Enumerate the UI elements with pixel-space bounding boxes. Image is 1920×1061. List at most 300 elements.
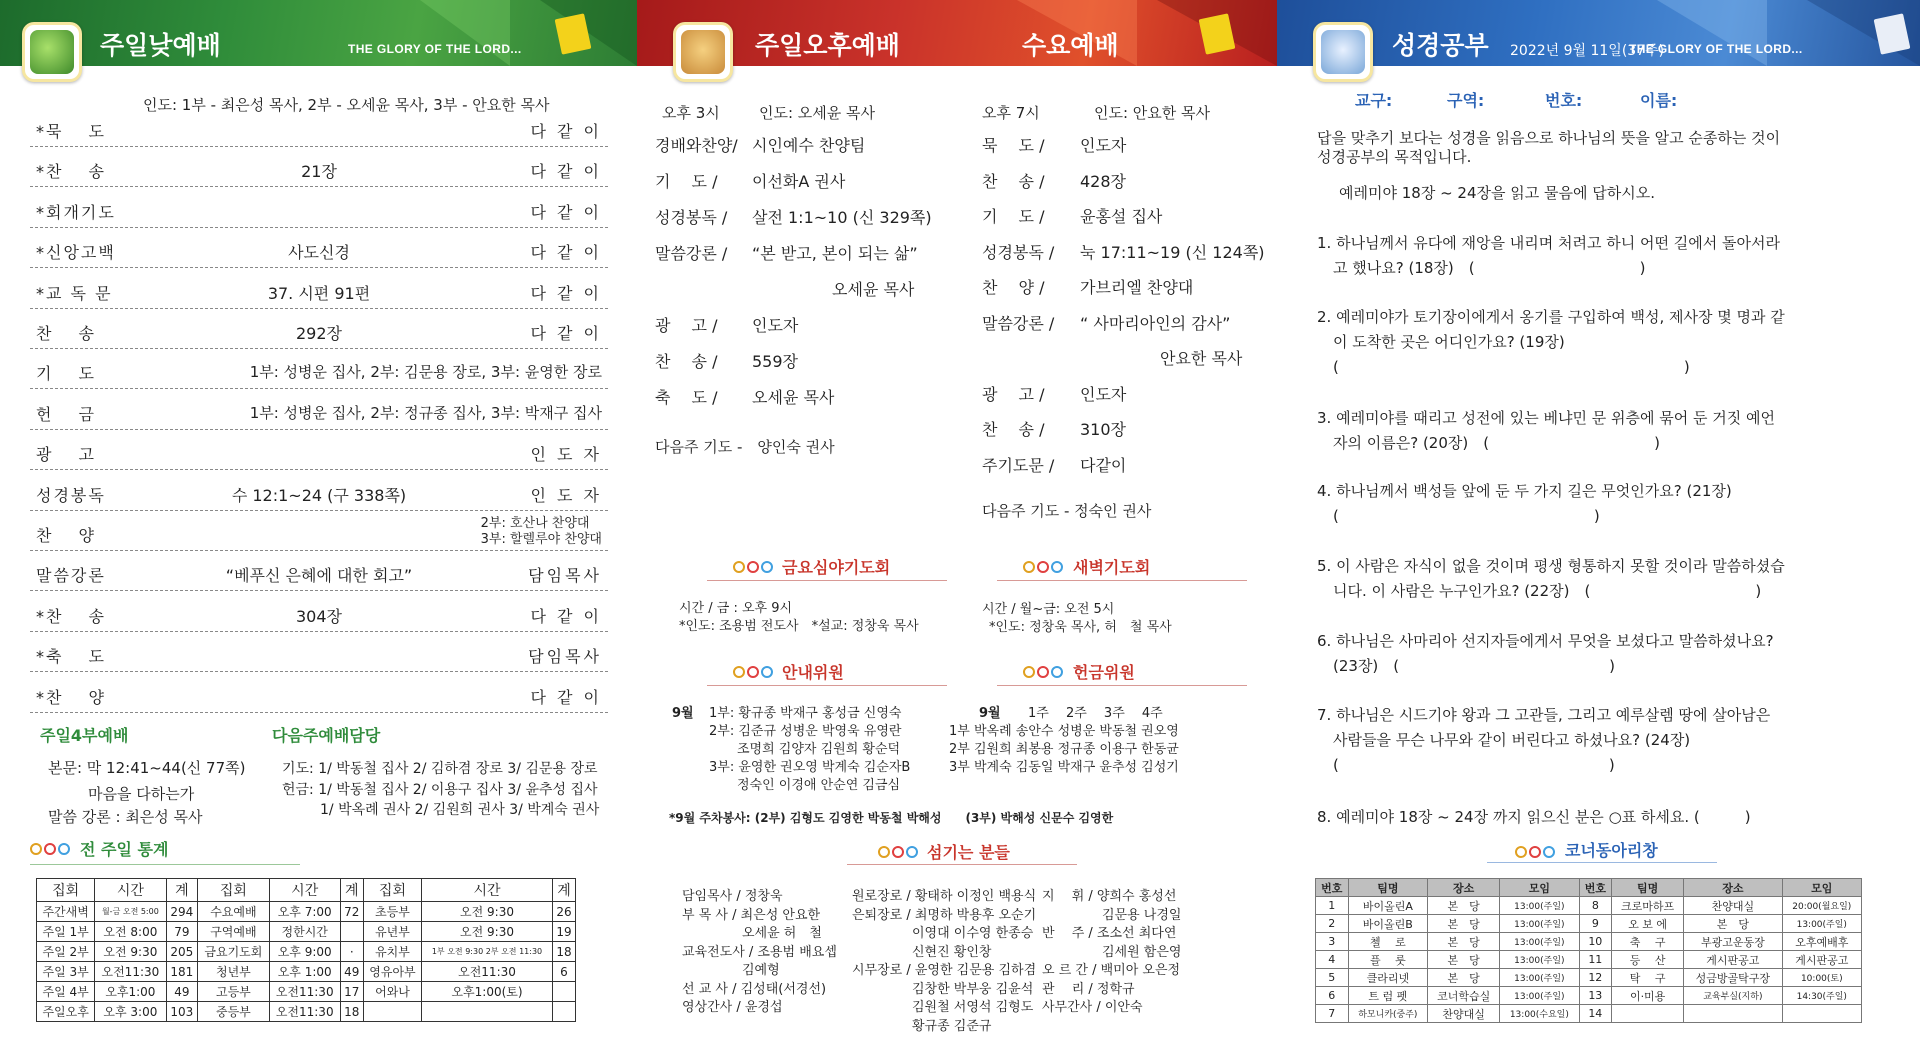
order-responsible: 다 같 이 [530, 606, 602, 626]
offering-line: 3부 박계숙 김동일 박재구 윤추성 김성기 [949, 760, 1179, 775]
club-cell: 4 [1316, 951, 1349, 969]
club-cell: 하모니카(중주) [1348, 1005, 1428, 1023]
order-label: 말씀강론 / [982, 313, 1055, 333]
stats-cell: · [340, 942, 363, 962]
server-line: 김창한 박부웅 김윤석 [912, 981, 1034, 997]
next-week-line: 1/ 박옥례 권사 2/ 김원희 권사 3/ 박계숙 권사 [320, 802, 600, 818]
club-cell: 13:00(주일) [1500, 915, 1579, 933]
usher-line: 조명희 김양자 김원희 황순덕 [737, 742, 901, 757]
club-cell: 2 [1316, 915, 1349, 933]
club-row [1316, 1005, 1862, 1023]
food-photo-icon [673, 22, 733, 82]
order-label: 말씀강론 [36, 566, 106, 586]
club-header-cell: 장소 [1428, 879, 1500, 897]
usher-line: 정숙인 이경애 안순연 김금심 [737, 778, 901, 793]
flower-photo-icon [1313, 22, 1373, 82]
order-value: 시인예수 찬양팀 [752, 136, 866, 155]
club-cell: 1 [1316, 897, 1349, 915]
stats-row [37, 902, 576, 922]
club-row [1316, 951, 1862, 969]
order-label: 주기도문 / [982, 455, 1055, 475]
stats-cell: 청년부 [198, 962, 269, 982]
stats-header-cell: 집회 [363, 879, 421, 902]
club-cell: 6 [1316, 987, 1349, 1005]
club-cell: 본 당 [1684, 915, 1782, 933]
question-line: ( ) [1333, 358, 1690, 376]
offering-title: 헌금위원 [1073, 663, 1135, 682]
club-cell: 13:00(주일) [1500, 933, 1579, 951]
offering-month: 9월 [979, 706, 1001, 721]
club-cell: 13:00(주일) [1500, 987, 1579, 1005]
field-label: 구역: [1447, 91, 1485, 110]
study-date: 2022년 9월 11일(37주) [1510, 43, 1665, 59]
server-line: 오세윤 허 철 [742, 926, 822, 941]
stats-cell: 주일 2부 [37, 942, 95, 962]
club-row [1316, 933, 1862, 951]
divider [1487, 862, 1717, 863]
club-cell: 3 [1316, 933, 1349, 951]
server-line: 김원철 서영석 김형도 [912, 1000, 1034, 1015]
club-cell: 10 [1579, 933, 1612, 951]
club-cell: 트 럼 펫 [1348, 987, 1428, 1005]
stats-cell: 6 [552, 962, 575, 982]
wednesday-time: 오후 7시 [982, 104, 1040, 122]
club-cell: 등 산 [1612, 951, 1684, 969]
stats-cell [363, 1002, 421, 1022]
afternoon-leader: 인도: 오세윤 목사 [759, 104, 876, 122]
server-line: 오 르 간 / 백미아 오은정 [1042, 963, 1181, 978]
banner-title: 성경공부 [1392, 32, 1489, 60]
order-value: 559장 [752, 352, 798, 371]
club-header-cell: 장소 [1684, 879, 1782, 897]
order-label: 헌 금 [36, 404, 96, 424]
server-line: 김예형 [742, 963, 780, 978]
afternoon-banner [637, 0, 1277, 66]
order-content: 304장 [296, 606, 342, 626]
stats-cell: 72 [340, 902, 363, 922]
server-line: 황규종 김준규 [912, 1018, 992, 1034]
order-value: 가브리엘 찬양대 [1080, 278, 1194, 297]
order-responsible: 인 도 자 [530, 485, 602, 505]
question-line: 자의 이름은? (20장) ( ) [1333, 434, 1660, 452]
divider [707, 685, 947, 686]
stats-cell: 수요예배 [198, 902, 269, 922]
dawn-line: *인도: 정창욱 목사, 허 철 목사 [989, 620, 1172, 635]
order-label: *묵 도 [36, 122, 106, 141]
usher-line: 1부: 황규종 박재구 홍성금 신영숙 [709, 706, 902, 721]
stats-cell [552, 982, 575, 1002]
stats-cell: 오후1:00(토) [422, 982, 553, 1002]
stats-cell: 오전11:30 [269, 1002, 340, 1022]
club-cell: 14 [1579, 1005, 1612, 1023]
stats-header-cell: 시간 [269, 879, 340, 902]
order-responsible: 인 도 자 [530, 445, 602, 465]
stats-row [37, 962, 576, 982]
club-cell: 10:00(토) [1782, 969, 1861, 987]
club-cell: 코너학습실 [1428, 987, 1500, 1005]
order-label: *회개기도 [36, 202, 116, 222]
server-line: 교육전도사 / 조용범 배요셉 [682, 944, 837, 960]
server-line: 선 교 사 / 김성태(서경선) [682, 981, 827, 997]
stats-cell: 17 [340, 982, 363, 1002]
order-value: 눅 17:11~19 (신 124쪽) [1080, 242, 1265, 262]
order-content: 37. 시편 91편 [267, 283, 371, 303]
order-label: 찬 송 / [982, 420, 1045, 439]
usher-title: 안내위원 [782, 663, 844, 682]
stats-cell: 유치부 [363, 942, 421, 962]
order-label: 경배와찬양/ [655, 136, 738, 155]
fourth-service-title: 주일4부예배 [40, 726, 129, 745]
order-row [30, 474, 608, 511]
club-header-cell: 팀명 [1348, 879, 1428, 897]
order-label: 광 고 [36, 445, 96, 465]
stats-cell: 294 [166, 902, 198, 922]
question-line: 2. 예레미야가 토기장이에게서 옹기를 구입하여 백성, 제사장 몇 명과 같 [1317, 308, 1785, 326]
order-row [30, 514, 608, 551]
order-choir [481, 516, 602, 548]
question-line: 6. 하나님은 사마리아 선지자들에게서 무엇을 보셨다고 말씀하셨나요? [1317, 632, 1774, 650]
order-label: 찬 송 [36, 324, 96, 343]
stats-cell: 오후 1:00 [269, 962, 340, 982]
club-cell: 축 구 [1612, 933, 1684, 951]
stats-cell: 구역예배 [198, 922, 269, 942]
order-value: 인도자 [1080, 384, 1127, 404]
instruction: 예레미야 18장 ~ 24장을 읽고 물음에 답하시오. [1339, 184, 1655, 202]
servers-title: 섬기는 분들 [927, 843, 1010, 862]
club-cell: 13:00(주일) [1782, 915, 1861, 933]
section-dots [733, 663, 775, 682]
club-cell: 게시판공고 [1782, 951, 1861, 969]
order-value: 오세윤 목사 [832, 280, 915, 299]
order-row [30, 272, 608, 309]
order-value: “ 사마리아인의 감사” [1080, 313, 1231, 333]
stats-cell: 205 [166, 942, 198, 962]
club-cell: 플 룻 [1348, 951, 1428, 969]
banner-title-wednesday: 수요예배 [1022, 32, 1119, 60]
stats-cell: 오전 8:00 [95, 922, 166, 942]
club-cell: 8 [1579, 897, 1612, 915]
order-content: “베푸신 은혜에 대한 회고” [225, 566, 413, 586]
club-cell: 클라리넷 [1348, 969, 1428, 987]
banner-title: 주일오후예배 [755, 32, 900, 60]
stats-cell: 오전11:30 [95, 962, 166, 982]
question-line: 3. 예레미야를 때리고 성전에 있는 베냐민 문 위층에 묶어 둔 거짓 예언 [1317, 409, 1775, 427]
stats-cell: 49 [166, 982, 198, 1002]
bible-study-column [1277, 0, 1920, 1061]
server-line: 영상간사 / 윤경섭 [682, 1000, 783, 1015]
stats-row [37, 1002, 576, 1022]
order-label: 찬 송 / [982, 171, 1045, 191]
order-label: 성경봉독 [36, 485, 106, 505]
order-label: 광 고 / [982, 384, 1045, 404]
banner-subtitle: THE GLORY OF THE LORD... [1629, 42, 1803, 56]
divider [847, 864, 1077, 865]
stats-cell: 26 [552, 902, 575, 922]
next-week-line: 기도: 1/ 박동철 집사 2/ 김하겸 장로 3/ 김문용 장로 [282, 761, 598, 777]
server-line: 신현진 황인창 [912, 944, 992, 960]
stats-cell: 오전 9:30 [422, 922, 553, 942]
server-line: 지 휘 / 양희수 홍성선 [1042, 889, 1177, 904]
club-cell: 13:00(주일) [1500, 951, 1579, 969]
stats-cell: 정한시간 [269, 922, 340, 942]
stats-row [37, 922, 576, 942]
stats-cell: 중등부 [198, 1002, 269, 1022]
stats-cell: 오전 9:30 [422, 902, 553, 922]
dawn-title: 새벽기도회 [1073, 558, 1151, 577]
club-cell: 13 [1579, 987, 1612, 1005]
order-value: 윤홍설 집사 [1080, 207, 1163, 226]
order-responsible: 다 같 이 [530, 162, 602, 182]
club-cell: 본 당 [1428, 969, 1500, 987]
club-cell: 5 [1316, 969, 1349, 987]
order-value: 인도자 [1080, 136, 1127, 155]
order-label: 성경봉독 / [982, 242, 1055, 262]
offering-week-header: 1주 2주 3주 4주 [1028, 706, 1163, 721]
stats-cell: 주일 3부 [37, 962, 95, 982]
club-title: 코너동아리창 [1565, 841, 1658, 860]
field-label: 교구: [1355, 91, 1393, 110]
stats-cell: 18 [552, 942, 575, 962]
sunday-banner [0, 0, 637, 66]
section-dots [30, 840, 72, 859]
divider [997, 685, 1247, 686]
stats-header-cell: 계 [552, 879, 575, 902]
club-cell: 본 당 [1428, 915, 1500, 933]
stats-cell: 주일오후 [37, 1002, 95, 1022]
divider [30, 864, 300, 865]
stats-cell: 오전11:30 [422, 962, 553, 982]
field-label: 번호: [1545, 91, 1583, 110]
club-cell: 14:30(주일) [1782, 987, 1861, 1005]
server-line: 은퇴장로 / 최명하 박용후 오순기 [852, 907, 1037, 923]
stats-cell: 오후 9:00 [269, 942, 340, 962]
server-line: 부 목 사 / 최은성 안요한 [682, 907, 821, 923]
order-value: 인도자 [752, 316, 799, 335]
order-value: 안요한 목사 [1160, 349, 1243, 368]
choir-line: 2부: 호산나 찬양대 [480, 516, 590, 531]
club-header-cell: 모임 [1500, 879, 1579, 897]
wednesday-next-prayer: 다음주 기도 - 정숙인 권사 [982, 502, 1152, 520]
order-value: 428장 [1080, 171, 1126, 191]
order-label: *교 독 문 [36, 283, 113, 303]
friday-line: 시간 / 금 : 오후 9시 [679, 601, 793, 616]
club-cell: 탁 구 [1612, 969, 1684, 987]
club-row [1316, 915, 1862, 933]
club-cell: 게시판공고 [1684, 951, 1782, 969]
afternoon-wednesday-column [637, 0, 1277, 1061]
stats-header-cell: 시간 [422, 879, 553, 902]
club-cell: 첼 로 [1348, 933, 1428, 951]
club-cell: 20:00(월요일) [1782, 897, 1861, 915]
order-value: 살전 1:1~10 (신 329쪽) [752, 208, 932, 227]
usher-line: 2부: 김준규 성병운 박영욱 유영란 [709, 724, 902, 739]
club-cell: 9 [1579, 915, 1612, 933]
stats-cell: 19 [552, 922, 575, 942]
banner-shape [420, 0, 510, 66]
friday-title: 금요심야기도회 [782, 558, 891, 577]
order-row [30, 595, 608, 632]
order-content: 사도신경 [288, 243, 350, 263]
order-label: 기 도 / [655, 172, 718, 191]
club-cell: 본 당 [1428, 951, 1500, 969]
stats-cell: 오전 9:30 [95, 942, 166, 962]
club-cell: 본 당 [1428, 897, 1500, 915]
club-cell: 교육부실(지하) [1684, 987, 1782, 1005]
club-cell: 바이올린A [1348, 897, 1428, 915]
stats-table [36, 878, 576, 1022]
order-label: *신앙고백 [36, 243, 116, 263]
order-row [30, 150, 608, 187]
club-header-cell: 번호 [1579, 879, 1612, 897]
club-header-cell: 팀명 [1612, 879, 1684, 897]
stats-cell: 1부 오전 9:30 2부 오전 11:30 [422, 942, 553, 962]
stats-header-cell: 집회 [198, 879, 269, 902]
order-value: 오세윤 목사 [752, 388, 835, 407]
club-cell [1782, 1005, 1861, 1023]
order-responsible: 다 같 이 [530, 283, 602, 303]
club-row [1316, 897, 1862, 915]
server-line: 김문용 나경일 [1102, 907, 1182, 923]
server-line: 이영대 이수영 한종승 [912, 926, 1034, 941]
stats-cell: 고등부 [198, 982, 269, 1002]
intro-line: 답을 맞추기 보다는 성경을 읽음으로 하나님의 뜻을 알고 순종하는 것이 [1317, 129, 1781, 147]
club-cell [1612, 1005, 1684, 1023]
banner-shape [1657, 0, 1767, 66]
offering-line: 1부 박옥례 송안수 성병운 박동철 권오영 [949, 724, 1179, 739]
order-content: 21장 [301, 162, 337, 182]
order-content: 수 12:1~24 (구 338쪽) [231, 485, 407, 505]
stats-cell: 49 [340, 962, 363, 982]
order-label: *찬 양 [36, 687, 106, 707]
stats-cell [340, 922, 363, 942]
stats-cell: 103 [166, 1002, 198, 1022]
question-line: 사람들을 무슨 나무와 같이 버린다고 하셨나요? (24장) [1333, 731, 1691, 749]
stats-cell: 월-금 오전 5:00 [95, 902, 166, 922]
club-row [1316, 987, 1862, 1005]
stats-cell: 금요기도회 [198, 942, 269, 962]
club-cell: 12 [1579, 969, 1612, 987]
fourth-service-line: 본문: 막 12:41~44(신 77쪽) [48, 759, 246, 777]
club-cell: 이·미용 [1612, 987, 1684, 1005]
club-row [1316, 969, 1862, 987]
order-responsible: 다 같 이 [530, 324, 602, 343]
section-dots [733, 558, 775, 577]
section-dots [1023, 558, 1065, 577]
question-line: 5. 이 사람은 자식이 없을 것이며 평생 형통하지 못할 것이라 말씀하셨습 [1317, 557, 1785, 575]
divider [997, 580, 1247, 581]
club-cell: 오 보 에 [1612, 915, 1684, 933]
afternoon-next-prayer: 다음주 기도 - 양인숙 권사 [655, 438, 835, 456]
order-row [30, 352, 608, 389]
order-row [30, 635, 608, 672]
question-line: ( ) [1333, 507, 1600, 525]
server-line: 반 주 / 조소선 최다연 [1042, 926, 1177, 941]
order-row [30, 554, 608, 591]
sunday-service-column [0, 0, 637, 1061]
club-cell: 7 [1316, 1005, 1349, 1023]
wednesday-leader: 인도: 안요한 목사 [1094, 104, 1211, 122]
club-cell: 11 [1579, 951, 1612, 969]
order-label: 찬 송 / [655, 352, 718, 371]
stats-row [37, 982, 576, 1002]
order-label: 말씀강론 / [655, 244, 728, 263]
dawn-line: 시간 / 월~금: 오전 5시 [982, 602, 1115, 617]
order-responsible: 다 같 이 [530, 202, 602, 222]
usher-month: 9월 [672, 706, 694, 721]
question-line: (23장) ( ) [1333, 657, 1615, 675]
stats-cell: 오전11:30 [269, 982, 340, 1002]
order-content: 1부: 성병운 집사, 2부: 김문용 장로, 3부: 윤영한 장로 [249, 363, 602, 382]
section-dots [1515, 843, 1557, 862]
club-cell: 본 당 [1428, 933, 1500, 951]
order-row [30, 312, 608, 349]
order-responsible: 다 같 이 [530, 687, 602, 707]
question-line: 이 도착한 곳은 어디인가요? (19장) [1333, 333, 1565, 351]
stats-header-cell: 집회 [37, 879, 95, 902]
question-line: 니다. 이 사람은 누구인가요? (22장) ( ) [1333, 582, 1762, 600]
server-line: 담임목사 / 정창욱 [682, 889, 783, 904]
order-row [30, 433, 608, 470]
question-line: 고 했나요? (18장) ( ) [1333, 259, 1646, 277]
banner-shape [540, 0, 637, 66]
fourth-service-line: 마음을 다하는가 [88, 785, 195, 803]
stats-header-row [37, 879, 576, 902]
order-value: 이선화A 권사 [752, 172, 846, 191]
club-header-cell: 번호 [1316, 879, 1349, 897]
club-cell: 오후예배후 [1782, 933, 1861, 951]
club-cell: 바이올린B [1348, 915, 1428, 933]
order-row [30, 676, 608, 713]
offering-line: 2부 김원희 최봉용 정규종 이용구 한동균 [949, 742, 1179, 757]
bible-study-banner [1277, 0, 1920, 66]
server-line: 원로장로 / 황태하 이정인 백용식 [852, 889, 1037, 904]
order-responsible: 담임목사 [528, 647, 602, 667]
stats-cell: 오후 3:00 [95, 1002, 166, 1022]
stats-cell: 주간새벽 [37, 902, 95, 922]
stats-cell: 영유아부 [363, 962, 421, 982]
order-label: 축 도 / [655, 388, 718, 407]
service-leaders: 인도: 1부 - 최은성 목사, 2부 - 오세윤 목사, 3부 - 안요한 목사 [143, 96, 550, 114]
stats-cell: 유년부 [363, 922, 421, 942]
order-label: 찬 양 / [982, 278, 1045, 297]
stats-row [37, 942, 576, 962]
club-table [1315, 878, 1862, 1023]
order-value: “본 받고, 본이 되는 삶” [752, 244, 918, 263]
order-label: 묵 도 / [982, 136, 1045, 155]
banner-title: 주일낮예배 [100, 32, 221, 60]
order-row [30, 110, 608, 147]
question-line: 7. 하나님은 시드기야 왕과 그 고관들, 그리고 예루살렘 땅에 살아남은 [1317, 706, 1771, 724]
order-label: *찬 송 [36, 162, 106, 182]
order-label: 기 도 [36, 364, 96, 384]
stats-cell: 오후1:00 [95, 982, 166, 1002]
order-content: 1부: 성병운 집사, 2부: 정규종 집사, 3부: 박재구 집사 [249, 403, 602, 422]
order-label: 찬 양 [36, 526, 96, 545]
stats-cell [552, 1002, 575, 1022]
usher-line: 3부: 윤영한 권오영 박계숙 김순자B [709, 760, 911, 775]
server-line: 관 리 / 정학규 [1042, 981, 1135, 997]
question-line: ( ) [1333, 756, 1615, 774]
club-cell [1684, 1005, 1782, 1023]
order-label: 기 도 / [982, 207, 1045, 226]
section-dots [1023, 663, 1065, 682]
order-responsible: 다 같 이 [530, 243, 602, 263]
server-line: 시무장로 / 윤영한 김문용 김하겸 [852, 963, 1037, 978]
stats-cell: 181 [166, 962, 198, 982]
stats-cell [422, 1002, 553, 1022]
order-responsible: 다 같 이 [530, 122, 602, 141]
stats-header-cell: 계 [166, 879, 198, 902]
